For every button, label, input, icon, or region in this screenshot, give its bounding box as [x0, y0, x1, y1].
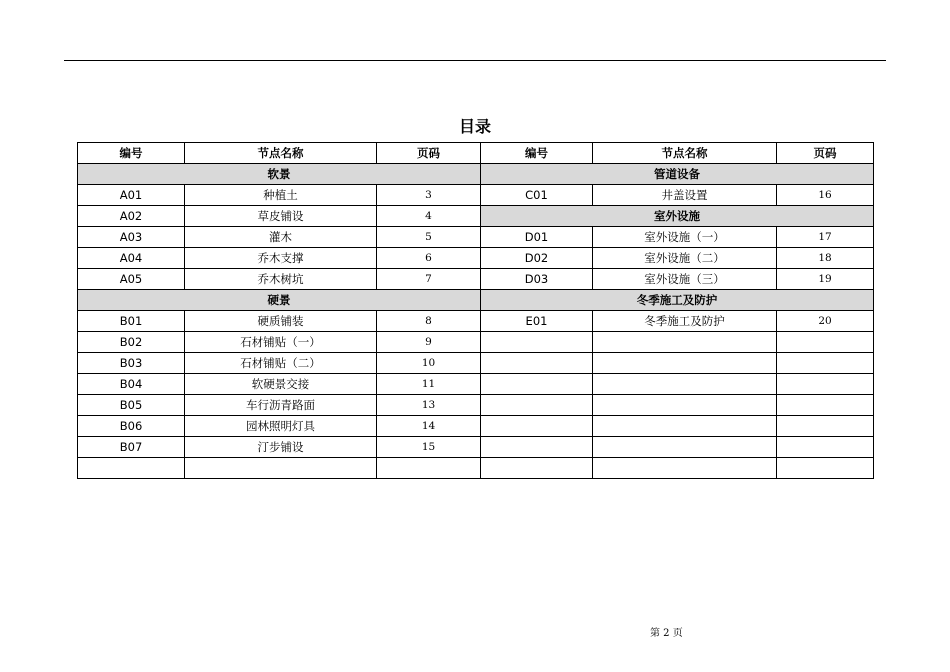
table-row [78, 227, 874, 248]
name-cell: 井盖设置 [593, 185, 777, 206]
page-cell: 6 [377, 248, 481, 269]
code-cell: B06 [78, 416, 185, 437]
name-cell [593, 353, 777, 374]
code-cell [481, 353, 593, 374]
page-cell: 8 [377, 311, 481, 332]
page-cell [377, 458, 481, 479]
name-cell: 室外设施（一） [593, 227, 777, 248]
name-cell: 车行沥青路面 [185, 395, 377, 416]
page-cell: 17 [777, 227, 874, 248]
code-cell: D01 [481, 227, 593, 248]
table-row [78, 458, 874, 479]
page-cell [777, 374, 874, 395]
table-row [78, 290, 874, 311]
table-row [78, 374, 874, 395]
code-cell: D02 [481, 248, 593, 269]
page-cell: 16 [777, 185, 874, 206]
page-cell [777, 458, 874, 479]
page-cell: 11 [377, 374, 481, 395]
name-cell: 灌木 [185, 227, 377, 248]
header-rule [64, 60, 886, 61]
code-cell: A01 [78, 185, 185, 206]
page-cell: 14 [377, 416, 481, 437]
name-cell: 乔木支撑 [185, 248, 377, 269]
name-cell: 室外设施（二） [593, 248, 777, 269]
page-cell: 5 [377, 227, 481, 248]
code-cell [78, 458, 185, 479]
code-cell: A02 [78, 206, 185, 227]
name-cell [593, 395, 777, 416]
code-cell [481, 437, 593, 458]
col-header-code: 编号 [481, 143, 593, 164]
table-row [78, 206, 874, 227]
table-row [78, 248, 874, 269]
name-cell [593, 416, 777, 437]
code-cell [481, 374, 593, 395]
page-cell: 19 [777, 269, 874, 290]
section-header: 管道设备 [481, 164, 874, 185]
table-row [78, 164, 874, 185]
code-cell: A05 [78, 269, 185, 290]
page-cell: 7 [377, 269, 481, 290]
table-row [78, 353, 874, 374]
page-number: 第 2 页 [650, 628, 683, 639]
name-cell: 软硬景交接 [185, 374, 377, 395]
name-cell [593, 437, 777, 458]
page-cell: 13 [377, 395, 481, 416]
code-cell [481, 458, 593, 479]
name-cell: 园林照明灯具 [185, 416, 377, 437]
toc-table [77, 142, 874, 479]
name-cell [593, 374, 777, 395]
code-cell: B04 [78, 374, 185, 395]
section-header: 硬景 [78, 290, 481, 311]
page-cell [777, 353, 874, 374]
name-cell: 室外设施（三） [593, 269, 777, 290]
name-cell: 硬质铺装 [185, 311, 377, 332]
name-cell: 乔木树坑 [185, 269, 377, 290]
table-row [78, 395, 874, 416]
name-cell: 草皮铺设 [185, 206, 377, 227]
name-cell: 冬季施工及防护 [593, 311, 777, 332]
code-cell: D03 [481, 269, 593, 290]
section-header: 室外设施 [481, 206, 874, 227]
code-cell [481, 332, 593, 353]
code-cell [481, 395, 593, 416]
code-cell: A03 [78, 227, 185, 248]
name-cell: 汀步铺设 [185, 437, 377, 458]
table-row [78, 185, 874, 206]
section-header: 软景 [78, 164, 481, 185]
code-cell: B03 [78, 353, 185, 374]
code-cell: B01 [78, 311, 185, 332]
name-cell [185, 458, 377, 479]
section-header: 冬季施工及防护 [481, 290, 874, 311]
name-cell: 石材铺贴（一） [185, 332, 377, 353]
col-header-name: 节点名称 [185, 143, 377, 164]
page-cell: 20 [777, 311, 874, 332]
page-cell: 18 [777, 248, 874, 269]
page-cell: 3 [377, 185, 481, 206]
page-cell [777, 332, 874, 353]
page-cell: 10 [377, 353, 481, 374]
page-cell [777, 437, 874, 458]
code-cell [481, 416, 593, 437]
page-cell [777, 395, 874, 416]
col-header-page: 页码 [377, 143, 481, 164]
col-header-page: 页码 [777, 143, 874, 164]
page-title: 目录 [458, 117, 491, 136]
page-cell: 4 [377, 206, 481, 227]
table-row [78, 437, 874, 458]
page-cell: 15 [377, 437, 481, 458]
page-cell [777, 416, 874, 437]
code-cell: B05 [78, 395, 185, 416]
header-row [78, 143, 874, 164]
table-row [78, 311, 874, 332]
code-cell: E01 [481, 311, 593, 332]
table-row [78, 332, 874, 353]
code-cell: B02 [78, 332, 185, 353]
col-header-name: 节点名称 [593, 143, 777, 164]
table-row [78, 269, 874, 290]
page-cell: 9 [377, 332, 481, 353]
code-cell: C01 [481, 185, 593, 206]
code-cell: B07 [78, 437, 185, 458]
code-cell: A04 [78, 248, 185, 269]
name-cell [593, 332, 777, 353]
table-row [78, 416, 874, 437]
name-cell: 石材铺贴（二） [185, 353, 377, 374]
name-cell: 种植土 [185, 185, 377, 206]
name-cell [593, 458, 777, 479]
col-header-code: 编号 [78, 143, 185, 164]
